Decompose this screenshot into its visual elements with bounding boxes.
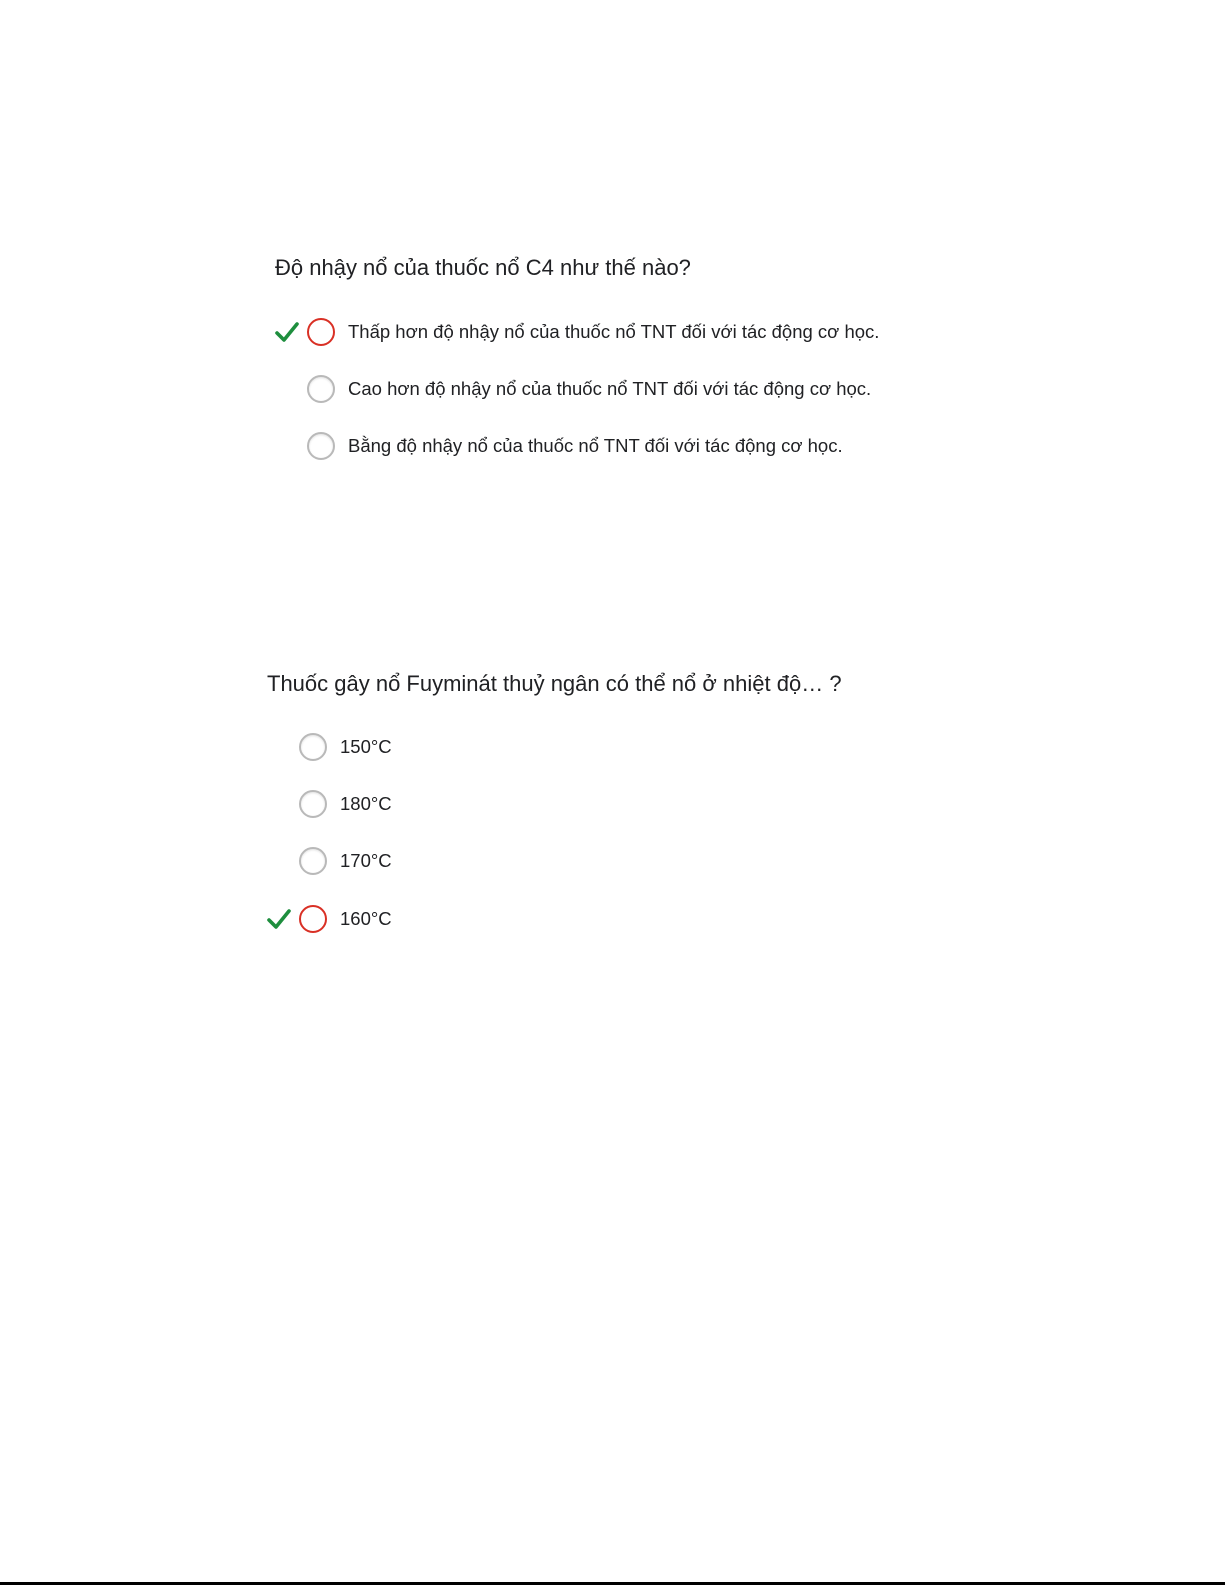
q2-option-2-radio[interactable] bbox=[299, 790, 327, 818]
q1-option-3-label: Bằng độ nhậy nổ của thuốc nổ TNT đối với tác động cơ học. bbox=[348, 435, 843, 456]
q1-option-3-radio[interactable] bbox=[307, 432, 335, 460]
q1-option-1-label: Thấp hơn độ nhậy nổ của thuốc nổ TNT đối với tác động cơ học. bbox=[348, 321, 880, 342]
q2-option-3-radio[interactable] bbox=[299, 847, 327, 875]
q1-option-2-radio[interactable] bbox=[307, 375, 335, 403]
q1-option-1-radio[interactable] bbox=[307, 318, 335, 346]
checkmark-icon bbox=[273, 318, 301, 346]
q2-option-3-label: 170°C bbox=[340, 850, 392, 871]
question-1-title: Độ nhậy nổ của thuốc nổ C4 như thế nào? bbox=[275, 255, 691, 280]
q2-option-4-label: 160°C bbox=[340, 908, 392, 929]
question-2-title: Thuốc gây nổ Fuyminát thuỷ ngân có thể nổ ở nhiệt độ… ? bbox=[267, 671, 842, 696]
checkmark-icon bbox=[265, 905, 293, 933]
q2-option-4-radio[interactable] bbox=[299, 905, 327, 933]
q2-option-1-label: 150°C bbox=[340, 736, 392, 757]
q1-option-2-label: Cao hơn độ nhậy nổ của thuốc nổ TNT đối với tác động cơ học. bbox=[348, 378, 872, 399]
q2-option-1-radio[interactable] bbox=[299, 733, 327, 761]
q2-option-2-label: 180°C bbox=[340, 793, 392, 814]
